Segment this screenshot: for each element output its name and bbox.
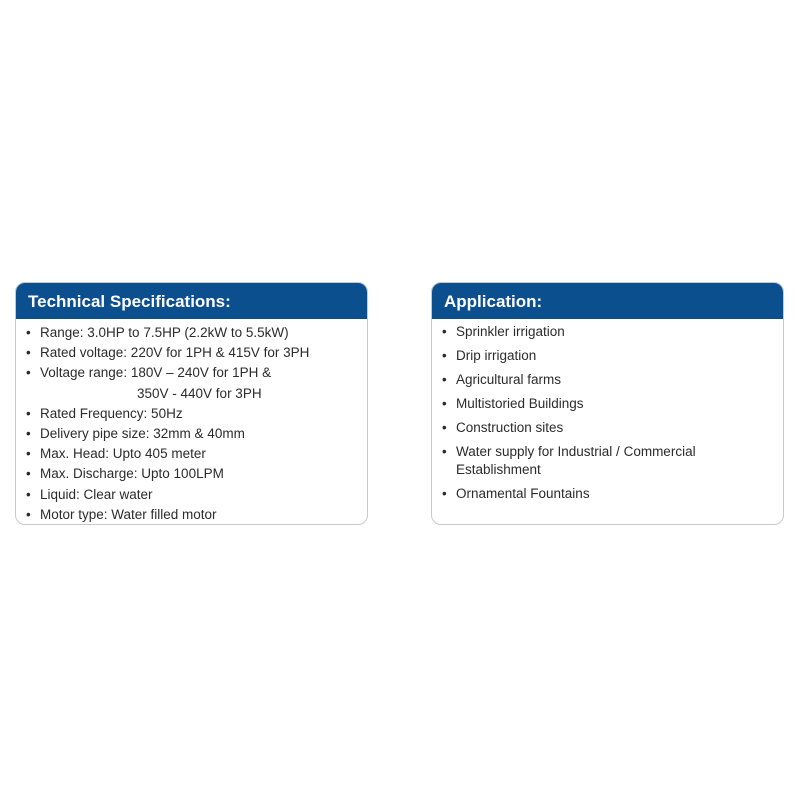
spec-item bbox=[26, 343, 367, 363]
application-item bbox=[442, 443, 756, 479]
spec-item-text: Rated Frequency: 50Hz bbox=[40, 405, 183, 421]
application-item bbox=[442, 395, 756, 413]
bullet-icon: • bbox=[26, 365, 31, 381]
bullet-icon: • bbox=[26, 426, 31, 442]
application-item-text: Water supply for Industrial / Commercial Establishment bbox=[456, 444, 696, 477]
bullet-icon: • bbox=[442, 444, 447, 459]
spec-item-text: Delivery pipe size: 32mm & 40mm bbox=[40, 426, 245, 442]
technical-specifications-list bbox=[16, 319, 367, 525]
spec-item bbox=[26, 404, 367, 424]
application-item-text: Drip irrigation bbox=[456, 348, 537, 363]
spec-item-text: Range: 3.0HP to 7.5HP (2.2kW to 5.5kW) bbox=[40, 325, 289, 340]
bullet-icon: • bbox=[26, 345, 31, 361]
spec-item-text: Max. Head: Upto 405 meter bbox=[40, 446, 206, 462]
bullet-icon: • bbox=[442, 420, 447, 435]
bullet-icon: • bbox=[26, 325, 31, 340]
application-panel bbox=[431, 282, 784, 525]
technical-specifications-title: Technical Specifications: bbox=[16, 283, 367, 319]
spec-item-text: Motor type: Water filled motor bbox=[40, 506, 217, 522]
spec-item bbox=[26, 444, 367, 464]
application-item-text: Multistoried Buildings bbox=[456, 396, 584, 411]
spec-item bbox=[26, 323, 367, 343]
bullet-icon: • bbox=[442, 396, 447, 411]
application-item bbox=[442, 323, 756, 341]
spec-item-text: Max. Discharge: Upto 100LPM bbox=[40, 466, 224, 482]
bullet-icon: • bbox=[442, 348, 447, 363]
bullet-icon: • bbox=[26, 466, 31, 482]
spec-item-text: Liquid: Clear water bbox=[40, 486, 153, 502]
bullet-icon: • bbox=[442, 486, 447, 501]
spec-item bbox=[26, 464, 367, 484]
application-item-text: Construction sites bbox=[456, 420, 564, 435]
application-item-text: Sprinkler irrigation bbox=[456, 324, 565, 339]
spec-item bbox=[26, 363, 367, 403]
spec-item-text: Rated voltage: 220V for 1PH & 415V for 3PH bbox=[40, 345, 310, 361]
application-item bbox=[442, 419, 756, 437]
application-item bbox=[442, 485, 756, 503]
application-item bbox=[442, 371, 756, 389]
bullet-icon: • bbox=[26, 486, 31, 502]
technical-specifications-panel bbox=[15, 282, 368, 525]
application-item bbox=[442, 347, 756, 365]
spec-item bbox=[26, 505, 367, 525]
application-item-text: Ornamental Fountains bbox=[456, 486, 590, 501]
application-title: Application: bbox=[432, 283, 783, 319]
bullet-icon: • bbox=[442, 372, 447, 387]
spec-item-continuation: 350V - 440V for 3PH bbox=[137, 385, 262, 401]
application-item-text: Agricultural farms bbox=[456, 372, 562, 387]
application-list bbox=[432, 319, 783, 503]
spec-item bbox=[26, 485, 367, 505]
bullet-icon: • bbox=[26, 446, 31, 462]
bullet-icon: • bbox=[26, 405, 31, 421]
spec-item bbox=[26, 424, 367, 444]
spec-item-text: Voltage range: 180V – 240V for 1PH & bbox=[40, 365, 272, 381]
bullet-icon: • bbox=[26, 506, 31, 522]
bullet-icon: • bbox=[442, 324, 447, 339]
